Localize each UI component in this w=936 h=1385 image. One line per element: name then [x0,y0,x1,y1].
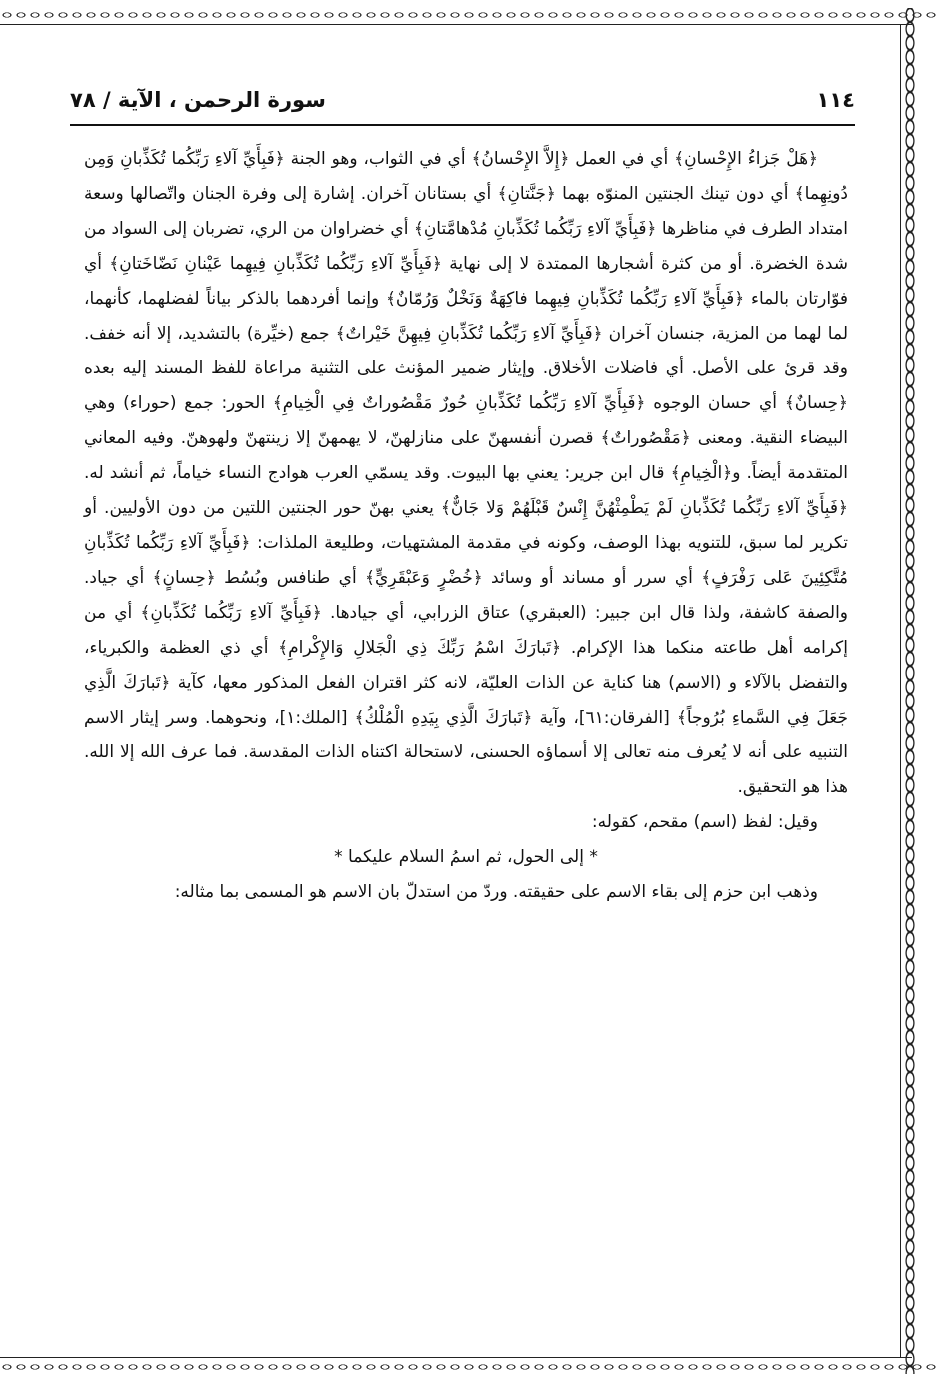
text-body [84,142,848,910]
border-rule-bottom [0,1357,912,1358]
border-rule-right [900,24,901,1358]
decorative-border-top [0,8,936,22]
running-title: سورة الرحمن ، الآية / ٧٨ [70,88,326,112]
border-rule-top [0,24,912,25]
running-header [70,78,855,122]
paragraph-opinion: وقيل: لفظ (اسم) مقحم، كقوله: [591,812,818,833]
header-rule [70,124,855,126]
paragraph-ibn-hazm: وذهب ابن حزم إلى بقاء الاسم على حقيقته. وردّ من استدلّ بان الاسم هو المسمى بما مثاله: [174,882,818,903]
page-number: ١١٤ [816,88,855,112]
decorative-border-right [903,8,917,1374]
paragraph-commentary: ﴿هَلْ جَزاءُ الإِحْسانِ﴾ أي في العمل ﴿إِلاَّ الإِحْسانُ﴾ أي في الثواب، وهو الجنة ﴿فَبِأَيِّ آلاءِ رَبِّكُما تُكَذِّبانِ وَمِن دُونِهِما﴾ أي دون تينك الجنتين المنوّه بهما ﴿جَنَّتانِ﴾ أي بستانان آخران. إشارة إلى وفرة الجنان واتّصالها وسعة امتداد الطرف في مناظرها ﴿فَبِأَيِّ آلاءِ رَبِّكُما تُكَذِّبانِ مُدْهامَّتانِ﴾ أي خضراوان من الري، تضربان إلى السواد من شدة الخضرة. أو من كثرة أشجارها الممتدة لا إلى نهاية ﴿فَبِأَيِّ آلاءِ رَبِّكُما تُكَذِّبانِ فِيهِما عَيْنانِ نَضّاخَتانِ﴾ أي فوّارتان بالماء ﴿فَبِأَيِّ آلاءِ رَبِّكُما تُكَذِّبانِ فِيهِما فاكِهَةٌ وَنَخْلٌ وَرُمّانٌ﴾ وإنما أفردهما بالذكر بياناً لفضلهما، كأنهما، لما لهما من المزية، جنسان آخران ﴿فَبِأَيِّ آلاءِ رَبِّكُما تُكَذِّبانِ فِيهِنَّ خَيْراتٌ﴾ جمع (خيِّرة) بالتشديد، إلا أنه خفف. وقد قرئ على الأصل. أي فاضلات الأخلاق. وإيثار ضمير المؤنث على التثنية مراعاة للفظ المسند إليه بعده ﴿حِسانٌ﴾ أي حسان الوجوه ﴿فَبِأَيِّ آلاءِ رَبِّكُما تُكَذِّبانِ حُورٌ مَقْصُوراتٌ فِي الْخِيامِ﴾ الحور: جمع (حوراء) وهي البيضاء النقية. ومعنى ﴿مَقْصُوراتٌ﴾ قصرن أنفسهنّ على منازلهنّ، لا يهمهنّ إلا زينتهنّ ولهوهنّ. وفيه المعاني المتقدمة أيضاً. و﴿الْخِيامِ﴾ قال ابن جرير: يعني بها البيوت. وقد يسمّي العرب هوادج النساء خياماً، ثم أنشد له. ﴿فَبِأَيِّ آلاءِ رَبِّكُما تُكَذِّبانِ لَمْ يَطْمِثْهُنَّ إِنْسٌ قَبْلَهُمْ وَلا جَانٌّ﴾ يعني بهنّ حور الجنتين اللتين من دون الأوليين. أو تكرير لما سبق، للتنويه بهذا الوصف، وكونه في مقدمة المشتهيات، وطليعة الملذات: ﴿فَبِأَيِّ آلاءِ رَبِّكُما تُكَذِّبانِ مُتَّكِئِينَ عَلى رَفْرَفٍ﴾ أي سرر أو مساند أو وسائد ﴿خُضْرٍ وَعَبْقَرِيٍّ﴾ أي طنافس وبُسُط ﴿حِسانٍ﴾ أي جياد. والصفة كاشفة، ولذا قال ابن جبير: (العبقري) عتاق الزرابي، أي جيادها. ﴿فَبِأَيِّ آلاءِ رَبِّكُما تُكَذِّبانِ﴾ أي من إكرامه أهل طاعته منكما هذا الإكرام. ﴿تَبارَكَ اسْمُ رَبِّكَ ذِي الْجَلالِ وَالإِكْرامِ﴾ أي ذي العظمة والكبرياء، والتفضل بالآلاء و (الاسم) هنا كناية عن الذات العليّة، لانه كثر اقتران الفعل المذكور معها، كآية ﴿تَبارَكَ الَّذِي جَعَلَ فِي السَّماءِ بُرُوجاً﴾ [الفرقان:٦١]، وآية ﴿تَبارَكَ الَّذِي بِيَدِهِ الْمُلْكُ﴾ [الملك:١]، ونحوهما. وسر إيثار الاسم التنبيه على أنه لا يُعرف منه تعالى إلا أسماؤه الحسنى، لاستحالة اكتناه الذات المقدسة. فما عرف الله إلا الله. هذا هو التحقيق. [84,149,848,798]
decorative-border-bottom [0,1360,936,1374]
poetry-verse: * إلى الحول، ثم اسمُ السلام عليكما * [334,847,598,868]
